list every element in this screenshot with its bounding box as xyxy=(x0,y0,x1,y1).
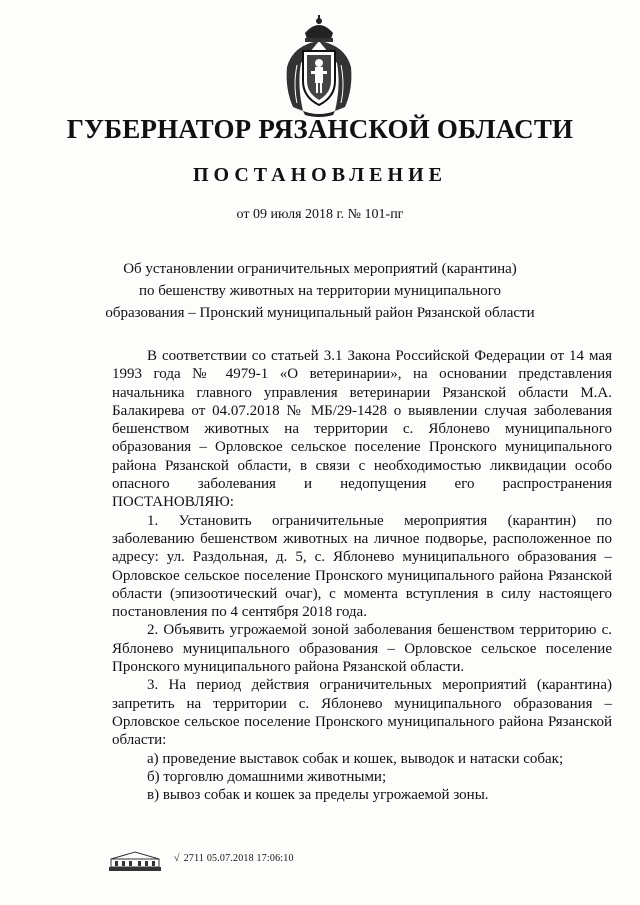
item-1-paragraph: 1. Установить ограничительные мероприятия (карантин) по заболеванию бешенством животных на личное подворье, расположенное по адресу: ул. Раздольная, д. 5, с. Яблонево муниципального образования – Орловское сельское поселение Пронского муниципального района Рязанской области (эпизоотический очаг), с момента вступления в силу настоящего постановления по 4 сентября 2018 года. xyxy=(112,512,612,621)
subject-line: по бешенству животных на территории муниципального xyxy=(138,283,502,299)
registration-mark: √ xyxy=(174,853,180,864)
document-body xyxy=(112,347,612,804)
subject-line: образования – Пронский муниципальный район Рязанской области xyxy=(105,305,535,321)
coat-of-arms-icon xyxy=(283,15,355,117)
sub-item-c: в) вывоз собак и кошек за пределы угрожаемой зоны. xyxy=(147,787,489,804)
governor-title: ГУБЕРНАТОР РЯЗАНСКОЙ ОБЛАСТИ xyxy=(66,114,574,144)
item-2-paragraph: 2. Объявить угрожаемой зоной заболевания бешенством территорию с. Яблонево муниципального образования – Орловское сельское поселение Пронского муниципального района Рязанской области. xyxy=(112,622,612,676)
sub-item-b: б) торговлю домашними животными; xyxy=(147,768,387,785)
document-type: ПОСТАНОВЛЕНИЕ xyxy=(193,164,447,186)
sub-item-a: а) проведение выставок собак и кошек, выводок и натаски собак; xyxy=(147,750,564,767)
registration-text: 2711 05.07.2018 17:06:10 xyxy=(183,853,294,864)
intro-paragraph: В соответствии со статьей 3.1 Закона Российской Федерации от 14 мая 1993 года № 4979-1 «О ветеринарии», на основании представления начальника главного управления ветеринарии Рязанской области М.А. Балакирева от 04.07.2018 № МБ/29-1428 о выявлении случая заболевания бешенством животных на территории с. Яблонево муниципального образования – Орловское сельское поселение Пронского муниципального района Рязанской области, в связи с необходимостью ликвидации особо опасного заболевания и недопущения его распространения ПОСТАНОВЛЯЮ: xyxy=(112,348,612,511)
registration-stamp xyxy=(174,853,294,864)
building-stamp-icon xyxy=(108,850,162,872)
document-date-number: от 09 июля 2018 г. № 101-пг xyxy=(236,207,404,222)
item-3-paragraph: 3. На период действия ограничительных мероприятий (карантина) запретить на территории с. Яблонево муниципального образования – Орловское сельское поселение Пронского муниципального района Рязанской области: xyxy=(112,677,612,749)
document-subject xyxy=(100,258,540,324)
subject-line: Об установлении ограничительных мероприятий (карантина) xyxy=(123,261,517,277)
